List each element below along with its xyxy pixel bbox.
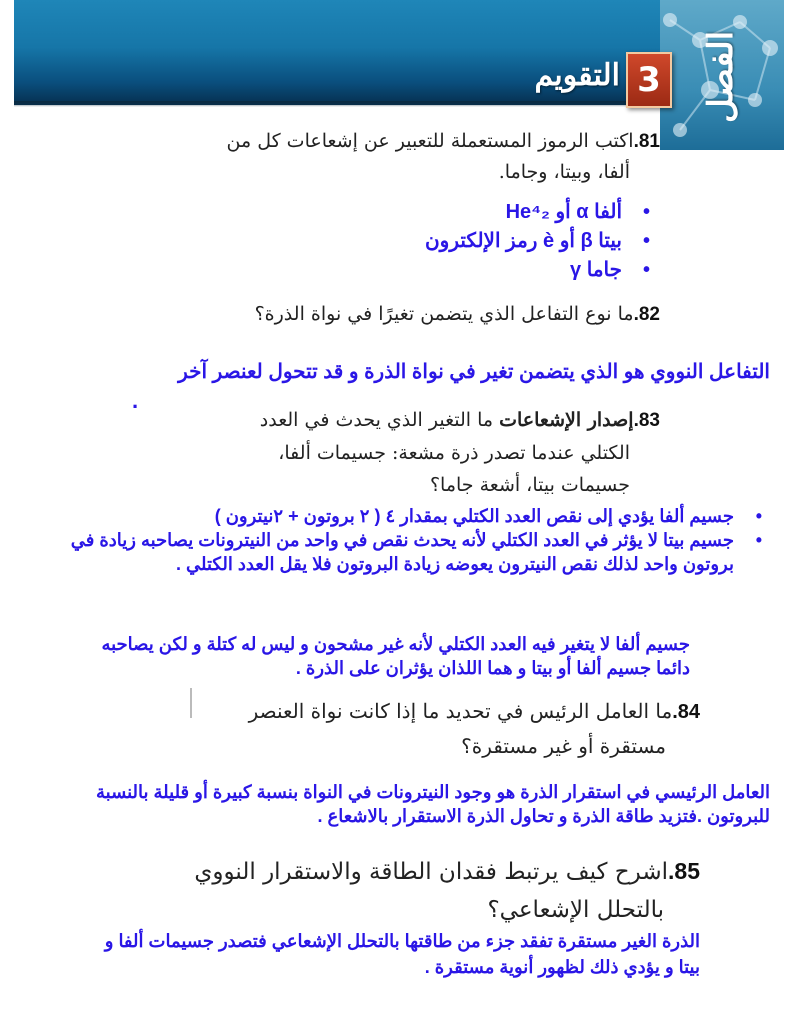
question-83 [140,404,660,501]
question-81 [140,126,660,187]
answer-83-list [50,504,762,576]
question-bold-term: إصدار الإشعاعات [499,409,634,431]
question-text: ما العامل الرئيس في تحديد ما إذا كانت نواة العنصر [248,699,673,723]
answer-83-gamma: جسيم ألفا لا يتغير فيه العدد الكتلي لأنه غير مشحون و ليس له كتلة و لكن يصاحبه دائما جسيم ألفا أو بيتا و هما اللذان يؤثران على الذرة . [101,634,690,678]
question-text: الكتلي عندما تصدر ذرة مشعة: جسيمات ألفا، [278,442,630,464]
question-text: ما التغير الذي يحدث في العدد [259,409,500,431]
chapter-label: الفصل [701,30,741,124]
answer-85: الذرة الغير مستقرة تفقد جزء من طاقتها بالتحلل الإشعاعي فتصدر جسيمات ألفا و بيتا و يؤدي ذلك لظهور أنوية مستقرة . [104,931,700,977]
chapter-number-badge: 3 [626,52,672,108]
question-82 [140,300,660,329]
answer-82-period: . [132,388,139,413]
question-text: اشرح كيف يرتبط فقدان الطاقة والاستقرار النووي [194,859,669,885]
question-number: 82. [633,304,660,325]
question-text: ما نوع التفاعل الذي يتضمن تغيرًا في نواة الذرة؟ [254,303,634,325]
answer-82: التفاعل النووي هو الذي يتضمن تغير في نواة الذرة و قد تتحول لعنصر آخر [178,361,770,383]
list-item: • ألفا α أو He⁴₂ [230,198,650,227]
question-number: 84. [672,701,700,723]
list-item: • بيتا β أو è رمز الإلكترون [230,227,650,256]
question-84 [180,694,700,763]
question-text: ألفا، وبيتا، وجاما. [498,161,630,183]
question-text: بالتحلل الإشعاعي؟ [487,897,664,923]
answer-84: العامل الرئيسي في استقرار الذرة هو وجود النيترونات في النواة بنسبة كبيرة أو قليلة بالنسبة للبروتون .فتزيد طاقة الذرة و تحاول الذرة الاستقرار بالاشعاع . [95,782,770,826]
question-number: 81. [633,131,660,152]
question-text: جسيمات بيتا، أشعة جاما؟ [429,474,630,496]
answer-81-list [230,198,650,285]
section-title: التقويم [534,58,620,93]
question-number: 83. [633,410,660,431]
question-85 [180,852,700,929]
question-text: اكتب الرموز المستعملة للتعبير عن إشعاعات كل من [226,130,634,152]
question-text: مستقرة أو غير مستقرة؟ [461,734,666,758]
list-item: • جاما γ [230,256,650,285]
list-item: • جسيم ألفا يؤدي إلى نقص العدد الكتلي بمقدار ٤ ( ٢ بروتون + ٢نيترون ) [50,504,762,528]
question-number: 85. [668,858,700,884]
list-item: • جسيم بيتا لا يؤثر في العدد الكتلي لأنه يحدث نقص في واحد من النيترونات يصاحبه زيادة في بروتون واحد لذلك نقص النيترون يعوضه زيادة البروتون فلا يقل العدد الكتلي . [50,528,762,576]
